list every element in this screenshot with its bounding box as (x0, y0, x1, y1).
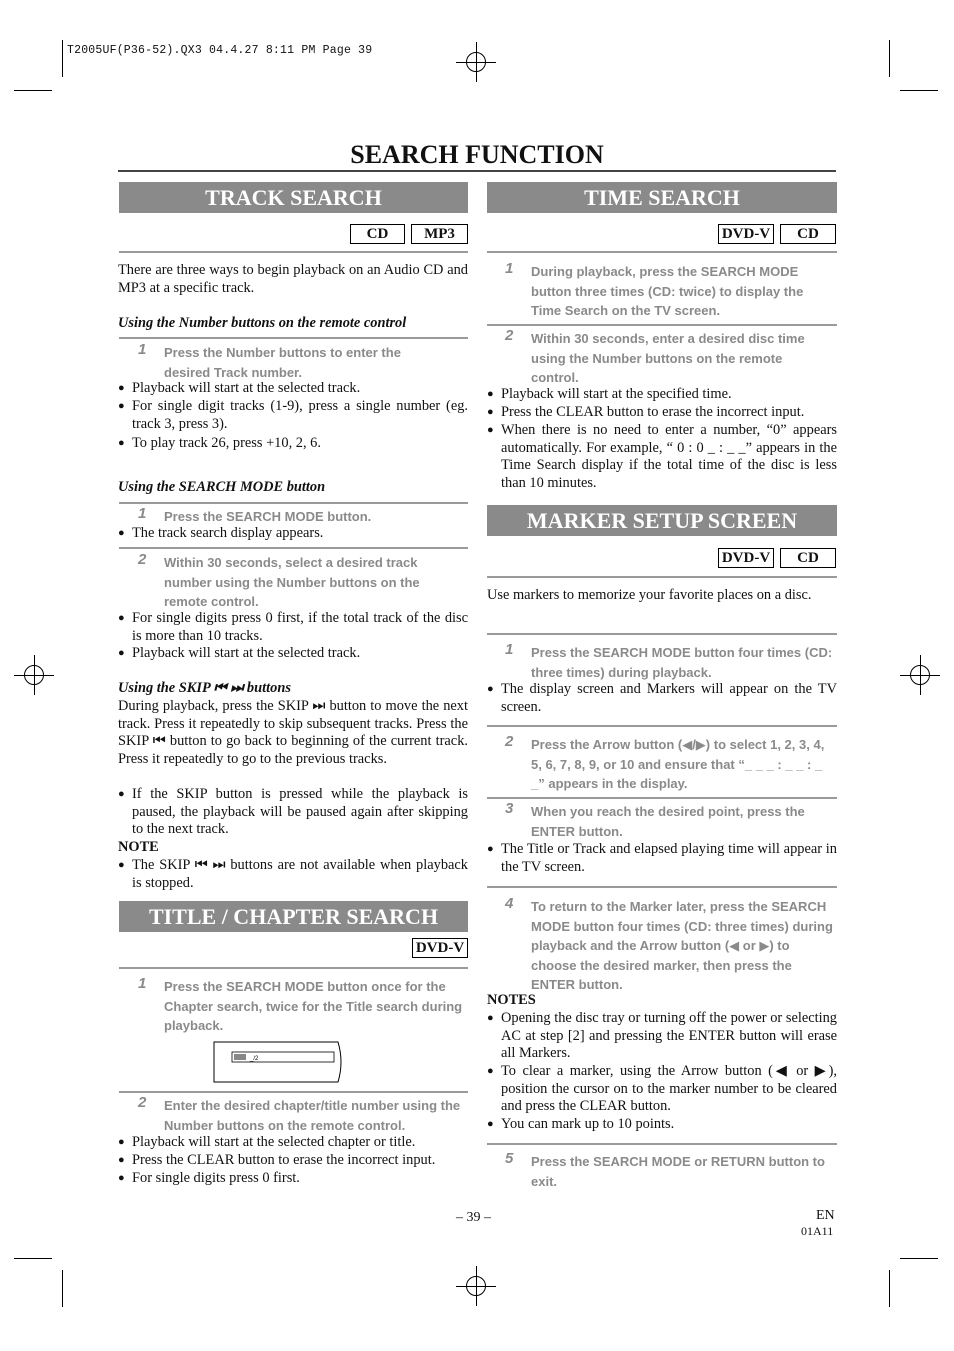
list-item: ● The display screen and Markers will appear on the TV screen. (487, 681, 837, 715)
divider (119, 251, 468, 253)
step-number: 1 (138, 505, 147, 522)
subheading-skip: Using the SKIP ⏮ ⏭ buttons (118, 680, 291, 696)
divider (487, 324, 837, 326)
step-text: Press the SEARCH MODE button. (164, 509, 372, 524)
subheading-search-mode: Using the SEARCH MODE button (118, 479, 326, 495)
list-item: ● Playback will start at the selected track. (118, 380, 361, 396)
list-item: ● You can mark up to 10 points. (487, 1116, 675, 1132)
registration-mark-icon (456, 1266, 496, 1306)
crop-mark (62, 1270, 63, 1307)
list-item: ● When there is no need to enter a number, “0” appears automatically. For example, “ 0 : 0 _ : _ _” appears in the Time Search display if the total time of the disc is less than 10 minutes. (487, 422, 837, 491)
language-code: EN (816, 1208, 835, 1223)
time-search-heading: TIME SEARCH (487, 182, 837, 213)
list-item: ● The SKIP ⏮ ⏭ buttons are not available when playback is stopped. (118, 857, 468, 891)
badge-cd: CD (780, 548, 836, 568)
step-text: Press the SEARCH MODE or RETURN button to exit. (531, 1154, 825, 1189)
step-text: To return to the Marker later, press the SEARCH MODE button four times (CD: three times) during playback and the Arrow button (◀ or ▶) to choose the desired marker, then press the ENTER button. (531, 899, 833, 992)
step-text: Press the SEARCH MODE button four times (CD: three times) during playback. (531, 645, 833, 680)
list-item: ● To play track 26, press +10, 2, 6. (118, 435, 321, 451)
list-item: ● Playback will start at the selected track. (118, 645, 361, 661)
divider (119, 967, 468, 969)
step-number: 2 (505, 327, 514, 344)
crop-mark (14, 90, 52, 91)
badge-dvd-v: DVD-V (718, 224, 774, 244)
step-number: 2 (505, 733, 514, 750)
skip-paragraph: During playback, press the SKIP ⏭ button to move the next track. Press it repeatedly to skip subsequent tracks. Press the SKIP ⏮ button to go back to beginning of the current track. Press it repeatedly to go to the previous tracks. (118, 698, 468, 767)
subheading-number-buttons: Using the Number buttons on the remote control (118, 315, 407, 331)
step-number: 3 (505, 800, 514, 817)
intro-text: Use markers to memorize your favorite places on a disc. (487, 587, 812, 603)
page-title: SEARCH FUNCTION (350, 140, 604, 169)
badge-cd: CD (350, 224, 405, 244)
list-item: ● To clear a marker, using the Arrow button (◀ or ▶), position the cursor on to the marker number to be cleared and press the CLEAR button. (487, 1063, 837, 1114)
divider (487, 1143, 837, 1145)
list-item: ● Press the CLEAR button to erase the incorrect input. (118, 1152, 436, 1168)
marker-setup-heading: MARKER SETUP SCREEN (487, 505, 837, 536)
note-heading: NOTE (118, 839, 159, 855)
screen-text: _/2 (250, 1056, 259, 1062)
crop-mark (889, 40, 890, 77)
step-text: Press the Number buttons to enter the desired Track number. (164, 345, 401, 380)
divider (487, 725, 837, 727)
divider (119, 1091, 468, 1093)
divider (487, 886, 837, 888)
list-item: ● Playback will start at the specified time. (487, 386, 732, 402)
divider (487, 251, 837, 253)
step-number: 2 (138, 551, 147, 568)
list-item: ● If the SKIP button is pressed while the playback is paused, the playback will be paused again after skipping to the next track. (118, 786, 468, 837)
step-text: Within 30 seconds, select a desired track number using the Number buttons on the remote control. (164, 555, 420, 609)
crop-mark (889, 1270, 890, 1307)
step-number: 4 (505, 895, 514, 912)
list-item: ● Opening the disc tray or turning off the power or selecting AC at step [2] and pressing the ENTER button will erase all Markers. (487, 1010, 837, 1061)
page-number: – 39 – (456, 1210, 491, 1225)
step-number: 1 (505, 641, 514, 658)
list-item: ● The Title or Track and elapsed playing time will appear in the TV screen. (487, 841, 837, 875)
list-item: ● For single digits press 0 first, if the total track of the disc is more than 10 tracks. (118, 610, 468, 644)
registration-mark-icon (14, 655, 54, 695)
registration-mark-icon (456, 42, 496, 82)
step-text: Enter the desired chapter/title number using the Number buttons on the remote control. (164, 1098, 461, 1133)
divider (487, 633, 837, 635)
divider (487, 797, 837, 799)
list-item: ● For single digits press 0 first. (118, 1170, 300, 1186)
badge-cd: CD (780, 224, 836, 244)
divider (119, 502, 468, 504)
step-text: When you reach the desired point, press the ENTER button. (531, 804, 805, 839)
divider (119, 547, 468, 549)
title-chapter-search-heading: TITLE / CHAPTER SEARCH (119, 901, 468, 932)
step-number: 1 (138, 341, 147, 358)
step-number: 2 (138, 1094, 147, 1111)
step-text: During playback, press the SEARCH MODE button three times (CD: twice) to display the Time Search on the TV screen. (531, 264, 804, 318)
step-number: 5 (505, 1150, 514, 1167)
crop-mark (900, 90, 938, 91)
step-number: 1 (138, 975, 147, 992)
step-text: Within 30 seconds, enter a desired disc time using the Number buttons on the remote control. (531, 331, 805, 385)
notes-heading: NOTES (487, 992, 536, 1008)
document-code: 01A11 (801, 1224, 834, 1238)
crop-mark (900, 1258, 938, 1259)
intro-text: There are three ways to begin playback on an Audio CD and MP3 at a specific track. (118, 262, 468, 296)
step-text: Press the Arrow button (◀/▶) to select 1, 2, 3, 4, 5, 6, 7, 8, 9, or 10 and ensure that “_ _ _ : _ _ : _ _” appears in the display. (531, 737, 825, 791)
registration-mark-icon (900, 655, 940, 695)
divider (119, 337, 468, 339)
tv-screen-illustration (212, 1040, 342, 1084)
print-header: T2005UF(P36-52).QX3 04.4.27 8:11 PM Page 39 (67, 44, 373, 57)
list-item: ● Press the CLEAR button to erase the incorrect input. (487, 404, 805, 420)
badge-dvd-v: DVD-V (718, 548, 774, 568)
step-number: 1 (505, 260, 514, 277)
step-text: Press the SEARCH MODE button once for the Chapter search, twice for the Title search during playback. (164, 979, 463, 1033)
track-search-heading: TRACK SEARCH (119, 182, 468, 213)
badge-mp3: MP3 (411, 224, 468, 244)
title-rule (118, 170, 836, 172)
list-item: ● The track search display appears. (118, 525, 324, 541)
list-item: ● Playback will start at the selected chapter or title. (118, 1134, 416, 1150)
crop-mark (62, 40, 63, 77)
divider (487, 576, 837, 578)
crop-mark (14, 1258, 52, 1259)
list-item: ● For single digit tracks (1-9), press a single number (eg. track 3, press 3). (118, 398, 468, 432)
badge-dvd-v: DVD-V (412, 938, 468, 958)
